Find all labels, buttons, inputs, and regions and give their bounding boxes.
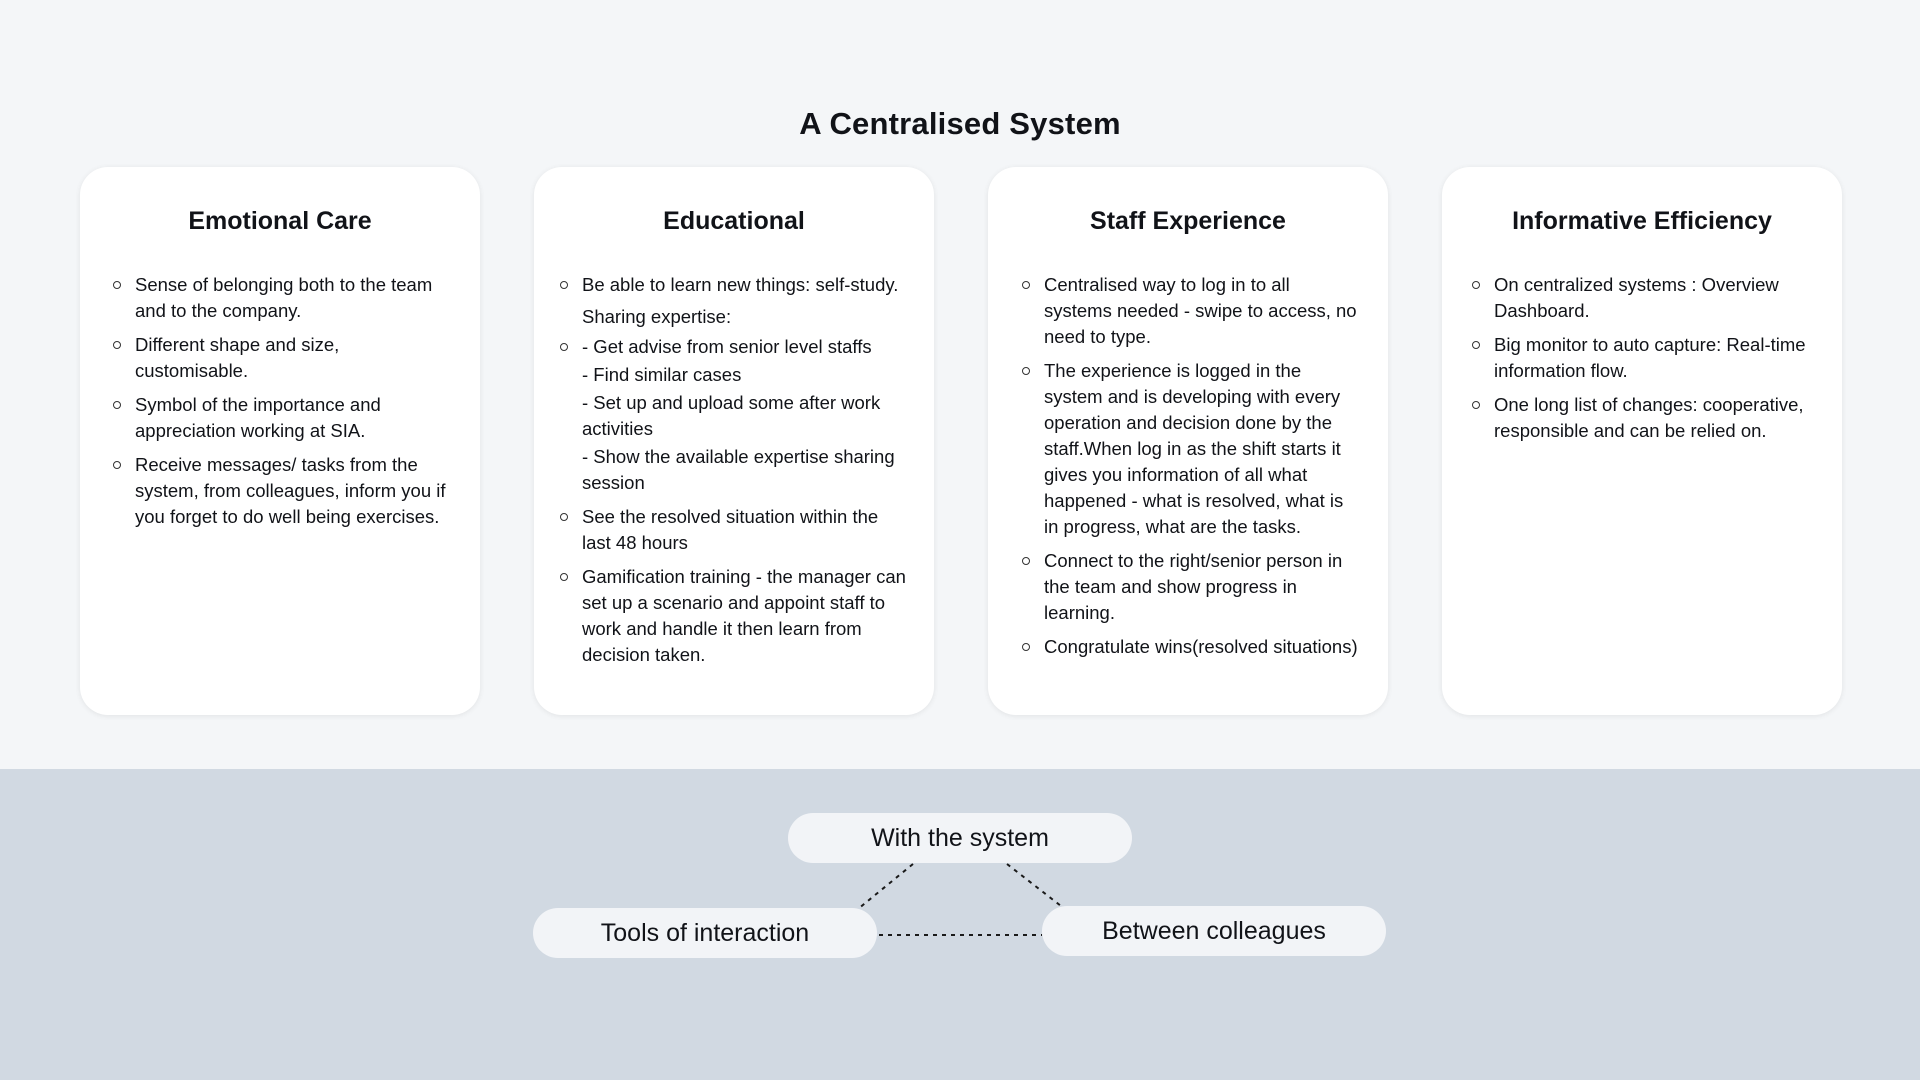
list-item: Be able to learn new things: self-study. — [582, 272, 906, 298]
bullet-icon — [560, 343, 568, 351]
sharing-line: - Find similar cases — [582, 364, 742, 385]
bullet-icon — [113, 281, 121, 289]
card-list — [988, 272, 1388, 660]
card-list — [1442, 272, 1842, 444]
sharing-line: - Get advise from senior level staffs — [582, 336, 872, 357]
card-title: Staff Experience — [1090, 207, 1286, 235]
card-staff-experience — [988, 167, 1388, 715]
relationship-diagram — [0, 769, 1920, 1080]
card-emotional-care — [80, 167, 480, 715]
sharing-line: - Set up and upload some after work activities — [582, 392, 881, 439]
bullet-icon — [1022, 281, 1030, 289]
list-item: Centralised way to log in to all systems needed - swipe to access, no need to type. — [1044, 272, 1360, 350]
sharing-expertise-group — [582, 304, 906, 496]
connector-top-left — [858, 864, 913, 909]
list-item: Congratulate wins(resolved situations) — [1044, 634, 1360, 660]
list-item: The experience is logged in the system and is developing with every operation and decision done by the staff.When log in as the shift starts it gives you information of all what happened - what is resolved, what is in progress, what are the tasks. — [1044, 358, 1360, 540]
bullet-icon — [1472, 281, 1480, 289]
bullet-icon — [560, 281, 568, 289]
card-title: Educational — [663, 207, 805, 235]
list-item: Different shape and size, customisable. — [135, 332, 452, 384]
card-title: Emotional Care — [188, 207, 372, 235]
card-title: Informative Efficiency — [1512, 207, 1772, 235]
list-item: Receive messages/ tasks from the system, from colleagues, inform you if you forget to do well being exercises. — [135, 452, 452, 530]
list-item: Symbol of the importance and appreciation working at SIA. — [135, 392, 452, 444]
sharing-expertise-label: Sharing expertise: — [582, 306, 732, 327]
list-item: On centralized systems : Overview Dashboard. — [1494, 272, 1814, 324]
node-between-colleagues: Between colleagues — [1042, 906, 1386, 956]
bullet-icon — [1472, 341, 1480, 349]
bullet-icon — [113, 341, 121, 349]
list-item: One long list of changes: cooperative, responsible and can be relied on. — [1494, 392, 1814, 444]
list-item: Connect to the right/senior person in the team and show progress in learning. — [1044, 548, 1360, 626]
bullet-icon — [113, 401, 121, 409]
node-tools-of-interaction: Tools of interaction — [533, 908, 877, 958]
list-item: Big monitor to auto capture: Real-time information flow. — [1494, 332, 1814, 384]
bullet-icon — [1022, 557, 1030, 565]
card-informative-efficiency — [1442, 167, 1842, 715]
bullet-icon — [560, 573, 568, 581]
list-item: Gamification training - the manager can set up a scenario and appoint staff to work and handle it then learn from decision taken. — [582, 564, 906, 668]
bullet-icon — [1472, 401, 1480, 409]
bullet-icon — [1022, 643, 1030, 651]
connector-top-right — [1007, 864, 1061, 906]
bullet-icon — [113, 461, 121, 469]
bullet-icon — [560, 513, 568, 521]
list-item: See the resolved situation within the last 48 hours — [582, 504, 906, 556]
card-educational — [534, 167, 934, 715]
sharing-line: - Show the available expertise sharing session — [582, 446, 895, 493]
card-list — [80, 272, 480, 530]
card-list — [534, 272, 934, 668]
page-title: A Centralised System — [799, 106, 1121, 141]
bullet-icon — [1022, 367, 1030, 375]
list-item: Sense of belonging both to the team and to the company. — [135, 272, 452, 324]
node-with-the-system: With the system — [788, 813, 1132, 863]
